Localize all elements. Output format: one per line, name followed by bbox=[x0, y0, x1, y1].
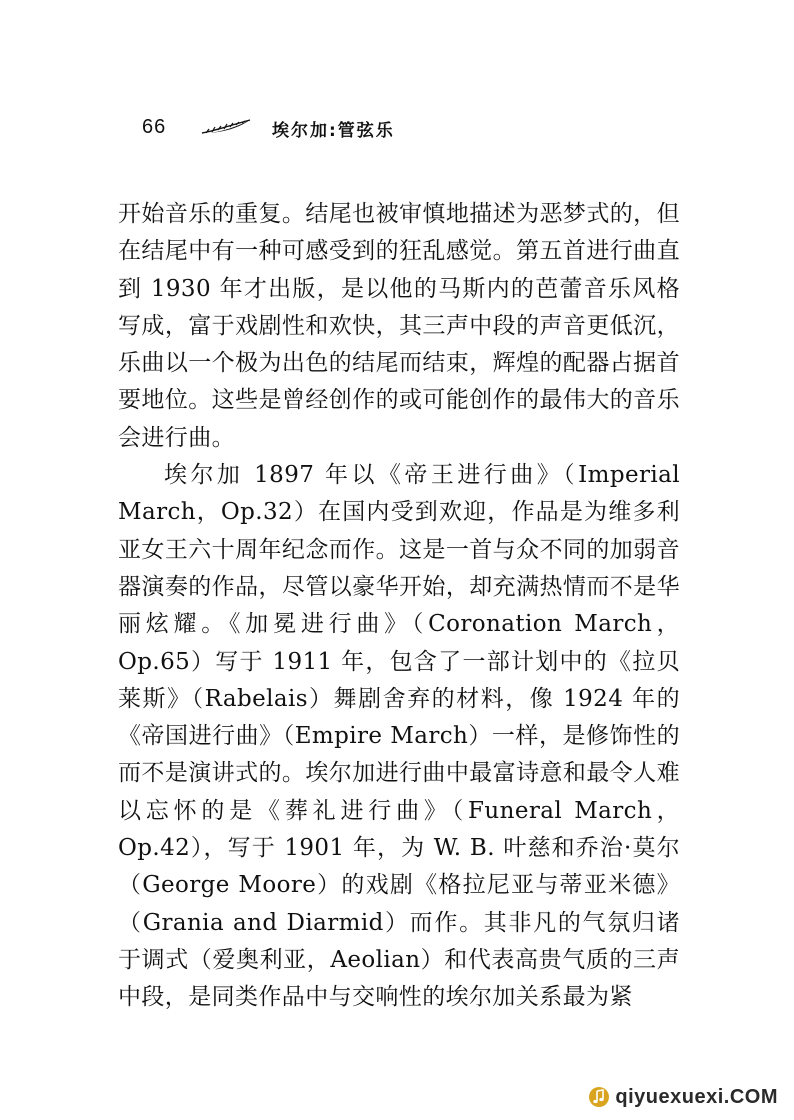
page-header bbox=[142, 112, 662, 146]
music-note-logo-icon bbox=[588, 1086, 610, 1108]
running-title: 埃尔加:管弦乐 bbox=[272, 121, 395, 141]
body-text bbox=[118, 196, 680, 1017]
page-number: 66 bbox=[142, 116, 167, 138]
feather-ornament-icon bbox=[200, 118, 252, 136]
watermark bbox=[588, 1082, 778, 1112]
watermark-text: qiyuexuexi.COM bbox=[615, 1085, 778, 1108]
paragraph-1: 开始音乐的重复。结尾也被审慎地描述为恶梦式的，但在结尾中有一种可感受到的狂乱感觉。第五首进行曲直到 1930 年才出版，是以他的马斯内的芭蕾音乐风格写成，富于戏剧性和欢快，其三声中段的声音更低沉，乐曲以一个极为出色的结尾而结束，辉煌的配器占据首要地位。这些是曾经创作的或可能创作的最伟大的音乐会进行曲。 bbox=[118, 201, 680, 451]
paragraph-2: 埃尔加 1897 年以《帝王进行曲》（Imperial March，Op.32）在国内受到欢迎，作品是为维多利亚女王六十周年纪念而作。这是一首与众不同的加弱音器演奏的作品，尽管以豪华开始，却充满热情而不是华丽炫耀。《加冕进行曲》（Coronation March，Op.65）写于 1911 年，包含了一部计划中的《拉贝莱斯》（Rabelais）舞剧舍弃的材料，像 1924 年的《帝国进行曲》（Empire March）一样，是修饰性的而不是演讲式的。埃尔加进行曲中最富诗意和最令人难以忘怀的是《葬礼进行曲》（Funeral March，Op.42），写于 1901 年，为 W. B. 叶慈和乔治·莫尔（George Moore）的戏剧《格拉尼亚与蒂亚米德》（Grania and Diarmid）而作。其非凡的气氛归诸于调式（爱奥利亚，Aeolian）和代表高贵气质的三声中段，是同类作品中与交响性的埃尔加关系最为紧 bbox=[118, 462, 680, 1011]
